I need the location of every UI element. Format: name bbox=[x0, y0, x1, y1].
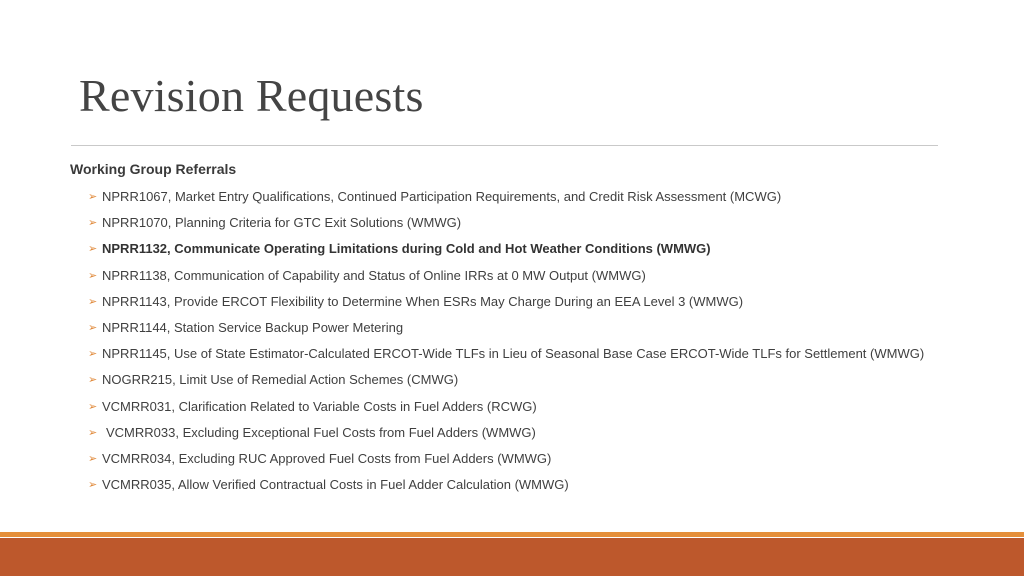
list-item bbox=[88, 210, 970, 236]
list-item-text: NPRR1070, Planning Criteria for GTC Exit Solutions (WMWG) bbox=[102, 215, 462, 231]
arrow-bullet-icon: ➢ bbox=[88, 426, 98, 439]
arrow-bullet-icon: ➢ bbox=[88, 374, 98, 387]
list-item-text: NPRR1143, Provide ERCOT Flexibility to Determine When ESRs May Charge During an EEA Level 3 (WMWG) bbox=[102, 293, 744, 309]
arrow-bullet-icon: ➢ bbox=[88, 400, 98, 413]
arrow-bullet-icon: ➢ bbox=[88, 295, 98, 308]
list-item-text: VCMRR035, Allow Verified Contractual Costs in Fuel Adder Calculation (WMWG) bbox=[102, 477, 569, 493]
referral-list bbox=[70, 184, 970, 498]
list-item-text: NPRR1067, Market Entry Qualifications, Continued Participation Requirements, and Credit Risk Assessment (MCWG) bbox=[102, 189, 782, 204]
slide-content bbox=[70, 159, 970, 498]
title-divider bbox=[71, 145, 938, 146]
list-item bbox=[88, 472, 970, 498]
list-item-text: NPRR1144, Station Service Backup Power Metering bbox=[102, 320, 404, 336]
slide-title: Revision Requests bbox=[79, 70, 424, 121]
list-item bbox=[88, 394, 970, 420]
list-item bbox=[88, 341, 970, 367]
arrow-bullet-icon: ➢ bbox=[88, 243, 98, 256]
list-item bbox=[88, 367, 970, 393]
list-item-text: VCMRR033, Excluding Exceptional Fuel Costs from Fuel Adders (WMWG) bbox=[106, 424, 536, 440]
arrow-bullet-icon: ➢ bbox=[88, 479, 98, 492]
list-item bbox=[88, 289, 970, 315]
arrow-bullet-icon: ➢ bbox=[88, 269, 98, 282]
list-item-highlighted bbox=[88, 236, 970, 262]
list-item-text: NPRR1138, Communication of Capability and Status of Online IRRs at 0 MW Output (WMWG) bbox=[102, 267, 646, 283]
list-item-text: NOGRR215, Limit Use of Remedial Action Schemes (CMWG) bbox=[102, 372, 459, 388]
footer-bar bbox=[0, 538, 1024, 576]
arrow-bullet-icon: ➢ bbox=[88, 322, 98, 335]
list-item bbox=[88, 446, 970, 472]
arrow-bullet-icon: ➢ bbox=[88, 217, 98, 230]
arrow-bullet-icon: ➢ bbox=[88, 453, 98, 466]
list-item-text: VCMRR031, Clarification Related to Variable Costs in Fuel Adders (RCWG) bbox=[102, 398, 537, 414]
arrow-bullet-icon: ➢ bbox=[88, 348, 98, 361]
list-item bbox=[88, 315, 970, 341]
list-item-text: NPRR1132, Communicate Operating Limitations during Cold and Hot Weather Conditions (WMWG) bbox=[102, 241, 711, 257]
section-heading: Working Group Referrals bbox=[70, 161, 237, 177]
list-item-text: VCMRR034, Excluding RUC Approved Fuel Costs from Fuel Adders (WMWG) bbox=[102, 451, 552, 467]
list-item-text: NPRR1145, Use of State Estimator-Calculated ERCOT-Wide TLFs in Lieu of Seasonal Base Case ERCOT-Wide TLFs for Settlement (WMWG) bbox=[102, 346, 925, 362]
footer-accent-line bbox=[0, 532, 1024, 537]
list-item bbox=[88, 420, 970, 446]
list-item bbox=[88, 184, 970, 210]
list-item bbox=[88, 263, 970, 289]
arrow-bullet-icon: ➢ bbox=[88, 191, 98, 203]
